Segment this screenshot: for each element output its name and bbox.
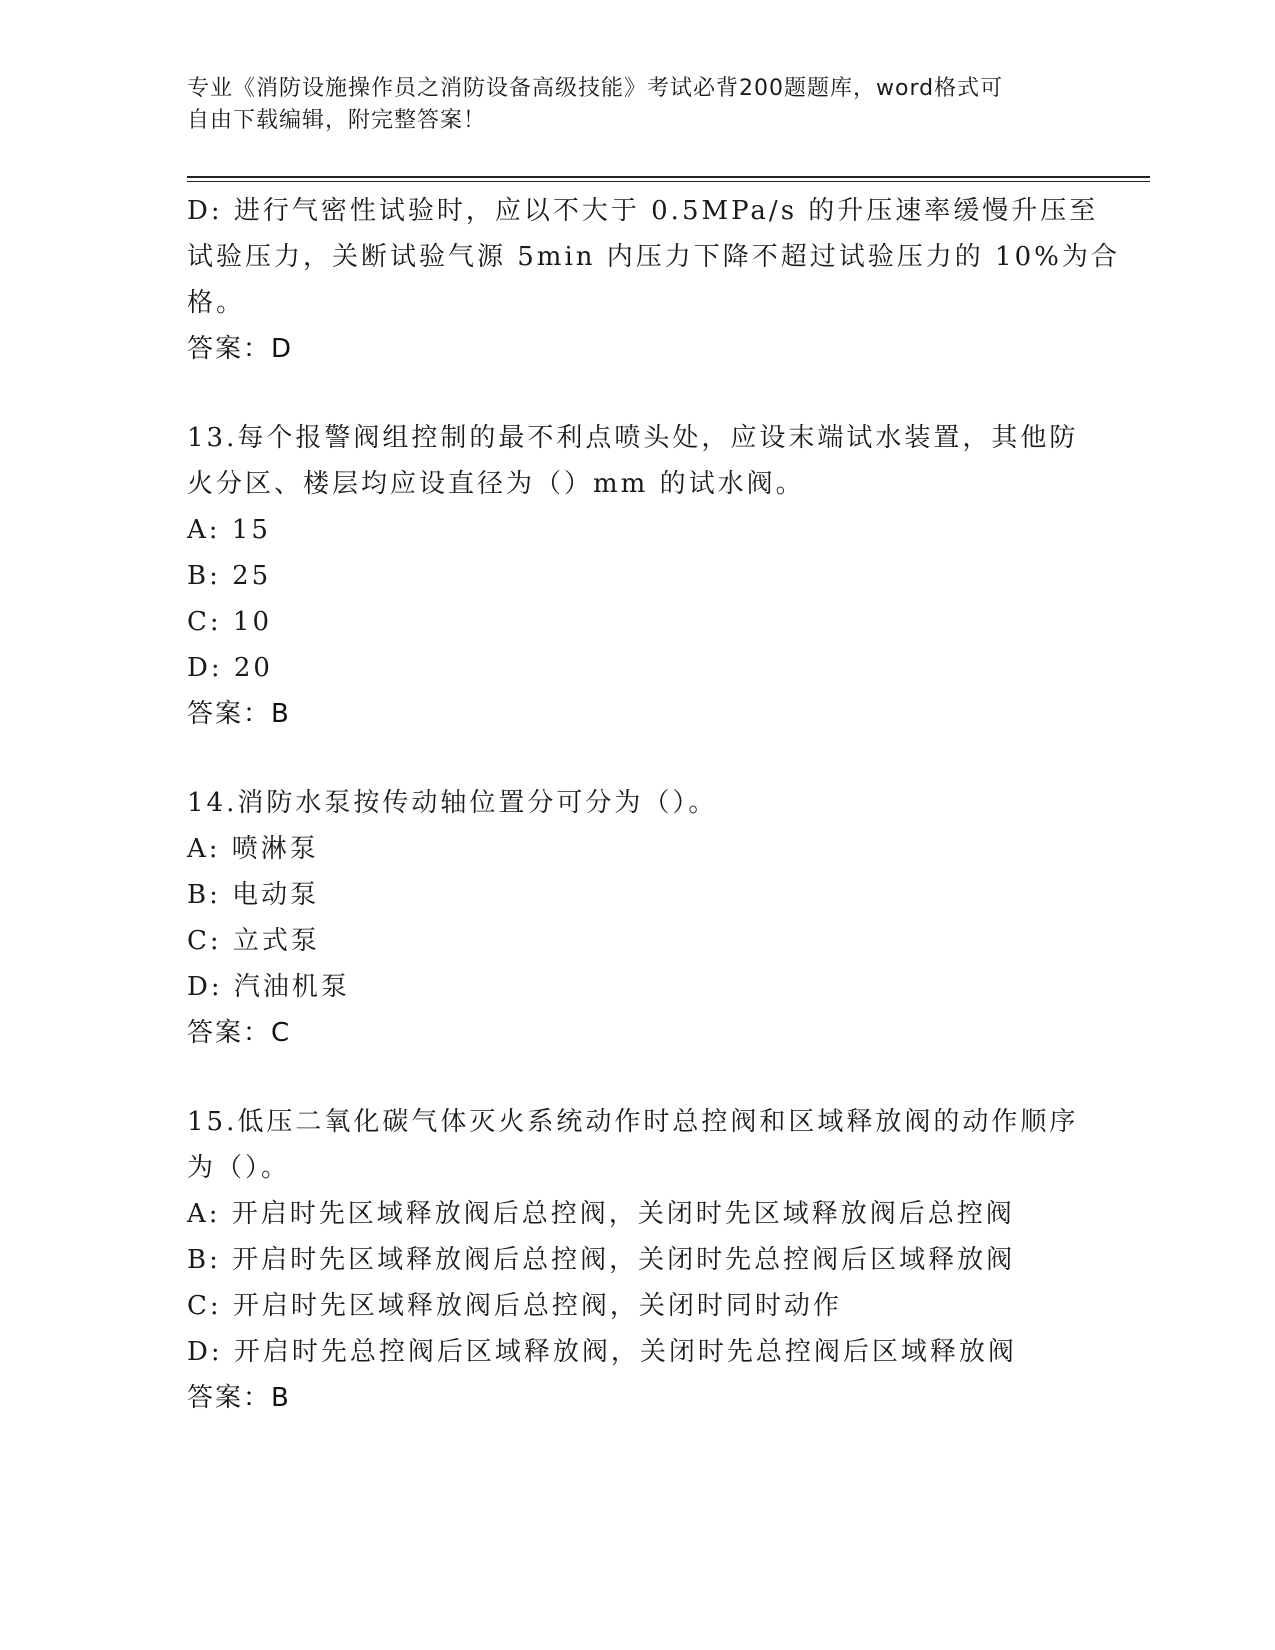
- option-d-line-3: 格。: [187, 288, 246, 318]
- question-14: [187, 780, 1067, 1056]
- question-13-option-c: C: 10: [187, 607, 273, 637]
- header-line-2: 自由下载编辑，附完整答案！: [187, 108, 487, 133]
- question-14-stem-line-1: 14.消防水泵按传动轴位置分可分为（）。: [187, 788, 718, 818]
- answer-13: 答案：B: [187, 699, 291, 729]
- option-d-line-2: 试验压力，关断试验气源 5min 内压力下降不超过试验压力的 10%为合: [187, 242, 1120, 272]
- question-14-option-b: B: 电动泵: [187, 880, 320, 910]
- document-header: [187, 73, 1067, 137]
- question-14-option-c: C: 立式泵: [187, 926, 320, 956]
- header-line-1: 专业《消防设施操作员之消防设备高级技能》考试必背200题题库，word格式可: [187, 76, 1004, 101]
- answer-15: 答案：B: [187, 1383, 291, 1413]
- header-divider-thick: [187, 176, 1150, 178]
- option-d-line-1: D: 进行气密性试验时，应以不大于 0.5MPa/s 的升压速率缓慢升压至: [187, 196, 1099, 226]
- question-15-option-b: B: 开启时先区域释放阀后总控阀，关闭时先总控阀后区域释放阀: [187, 1245, 1016, 1275]
- question-14-option-a: A: 喷淋泵: [187, 834, 319, 864]
- question-15: [187, 1099, 1079, 1421]
- question-12-tail: [187, 188, 1120, 372]
- question-15-option-d: D: 开启时先总控阀后区域释放阀，关闭时先总控阀后区域释放阀: [187, 1337, 1017, 1367]
- question-15-stem-line-2: 为（）。: [187, 1153, 291, 1183]
- question-15-stem-line-1: 15.低压二氧化碳气体灭火系统动作时总控阀和区域释放阀的动作顺序: [187, 1107, 1079, 1137]
- spacer: [187, 1056, 1067, 1099]
- question-13-option-b: B: 25: [187, 561, 272, 591]
- question-14-option-d: D: 汽油机泵: [187, 972, 350, 1002]
- document-body: [187, 188, 1120, 1421]
- question-13-option-d: D: 20: [187, 653, 273, 683]
- question-13-stem-line-2: 火分区、楼层均应设直径为（）mm 的试水阀。: [187, 469, 805, 499]
- answer-14: 答案：C: [187, 1018, 292, 1048]
- question-15-option-c: C: 开启时先区域释放阀后总控阀，关闭时同时动作: [187, 1291, 842, 1321]
- spacer: [187, 372, 1067, 415]
- header-divider-thin: [187, 181, 1150, 182]
- question-13-stem-line-1: 13.每个报警阀组控制的最不利点喷头处，应设末端试水装置，其他防: [187, 423, 1079, 453]
- question-13: [187, 415, 1079, 737]
- question-13-option-a: A: 15: [187, 515, 271, 545]
- answer-12: 答案：D: [187, 334, 294, 364]
- question-15-option-a: A: 开启时先区域释放阀后总控阀，关闭时先区域释放阀后总控阀: [187, 1199, 1015, 1229]
- spacer: [187, 737, 1067, 780]
